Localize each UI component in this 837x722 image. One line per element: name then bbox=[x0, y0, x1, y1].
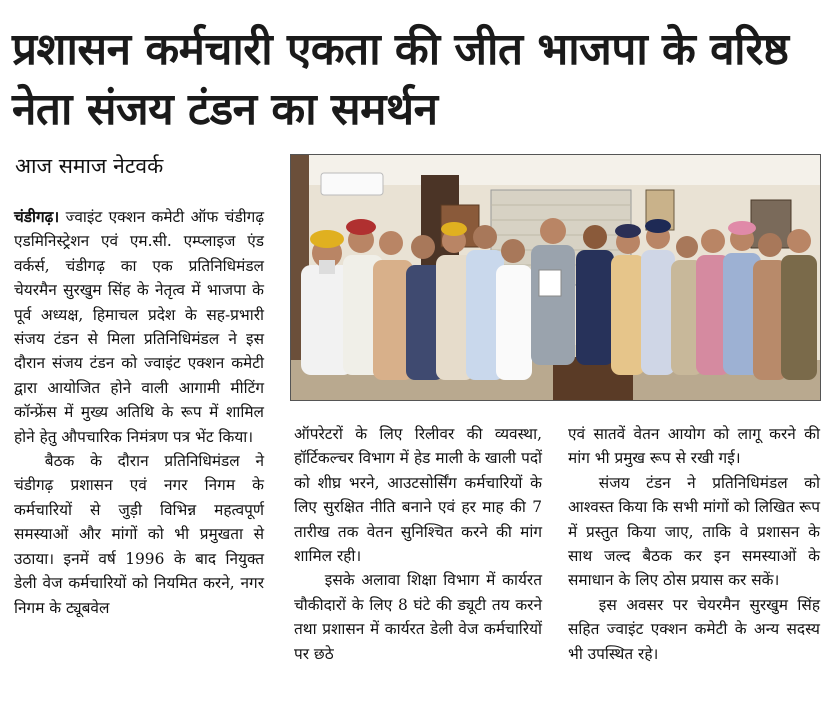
paragraph bbox=[14, 205, 264, 449]
byline: आज समाज नेटवर्क bbox=[15, 154, 164, 178]
article-column-3 bbox=[568, 422, 820, 666]
article-column-2 bbox=[294, 422, 542, 666]
paragraph: इस अवसर पर चेयरमैन सुरखुम सिंह सहित ज्वाइंट एक्शन कमेटी के अन्य सदस्य भी उपस्थित रहे। bbox=[568, 595, 820, 663]
news-photo bbox=[290, 154, 821, 401]
paragraph: एवं सातवें वेतन आयोग को लागू करने की मांग भी प्रमुख रूप से रखी गई। bbox=[568, 425, 820, 468]
headline: प्रशासन कर्मचारी एकता की जीत भाजपा के वरिष्ठ नेता संजय टंडन का समर्थन bbox=[12, 24, 789, 135]
paragraph: इसके अलावा शिक्षा विभाग में कार्यरत चौकीदारों के लिए 8 घंटे की ड्यूटी तय करने तथा प्रशासन में कार्यरत डेली वेज कर्मचारियों पर छठे bbox=[294, 571, 542, 663]
article-column-1 bbox=[14, 205, 264, 620]
paragraph: ऑपरेटरों के लिए रिलीवर की व्यवस्था, हॉर्टिकल्चर विभाग में हेड माली के खाली पदों को शीघ्र भरने, आउटसोर्सिंग कर्मचारियों के लिए सुरक्षित नीति बनाने एवं हर माह की 7 तारीख तक वेतन सुनिश्चित करने की मांग शामिल रही। bbox=[294, 425, 542, 566]
paragraph: बैठक के दौरान प्रतिनिधिमंडल ने चंडीगढ़ प्रशासन एवं नगर निगम के कर्मचारियों से जुड़ी विभिन्न महत्वपूर्ण समस्याओं और मांगों को भी प्रमुखता से उठाया। इनमें वर्ष 1996 के बाद नियुक्त डेली वेज कर्मचारियों को नियमित करने, नगर निगम के ट्यूबवेल bbox=[14, 452, 264, 617]
group-photo-illustration bbox=[291, 155, 820, 400]
paragraph: संजय टंडन ने प्रतिनिधिमंडल को आश्वस्त किया कि सभी मांगों को लिखित रूप में प्रस्तुत किया जाए, ताकि वे प्रशासन के साथ जल्द बैठक कर इन समस्याओं के समाधान के लिए ठोस प्रयास कर सकें। bbox=[568, 473, 820, 590]
paragraph-text: ज्वाइंट एक्शन कमेटी ऑफ चंडीगढ़ एडमिनिस्ट्रेशन एवं एम.सी. एम्प्लाइज एंड वर्कर्स, चंडीगढ़ का एक प्रतिनिधिमंडल चेयरमैन सुरखुम सिंह के नेतृत्व में भाजपा के पूर्व अध्यक्ष, हिमाचल प्रदेश के सह-प्रभारी संजय टंडन से मिला प्रतिनिधिमंडल ने इस दौरान संजय टंडन को ज्वाइंट एक्शन कमेटी द्वारा आयोजित होने वाली आगामी मीटिंग कॉन्फ्रेंस में मुख्य अतिथि के रूप में शामिल होने हेतु औपचारिक निमंत्रण पत्र भेंट किया। bbox=[14, 208, 264, 446]
dateline: चंडीगढ़। bbox=[14, 208, 60, 226]
